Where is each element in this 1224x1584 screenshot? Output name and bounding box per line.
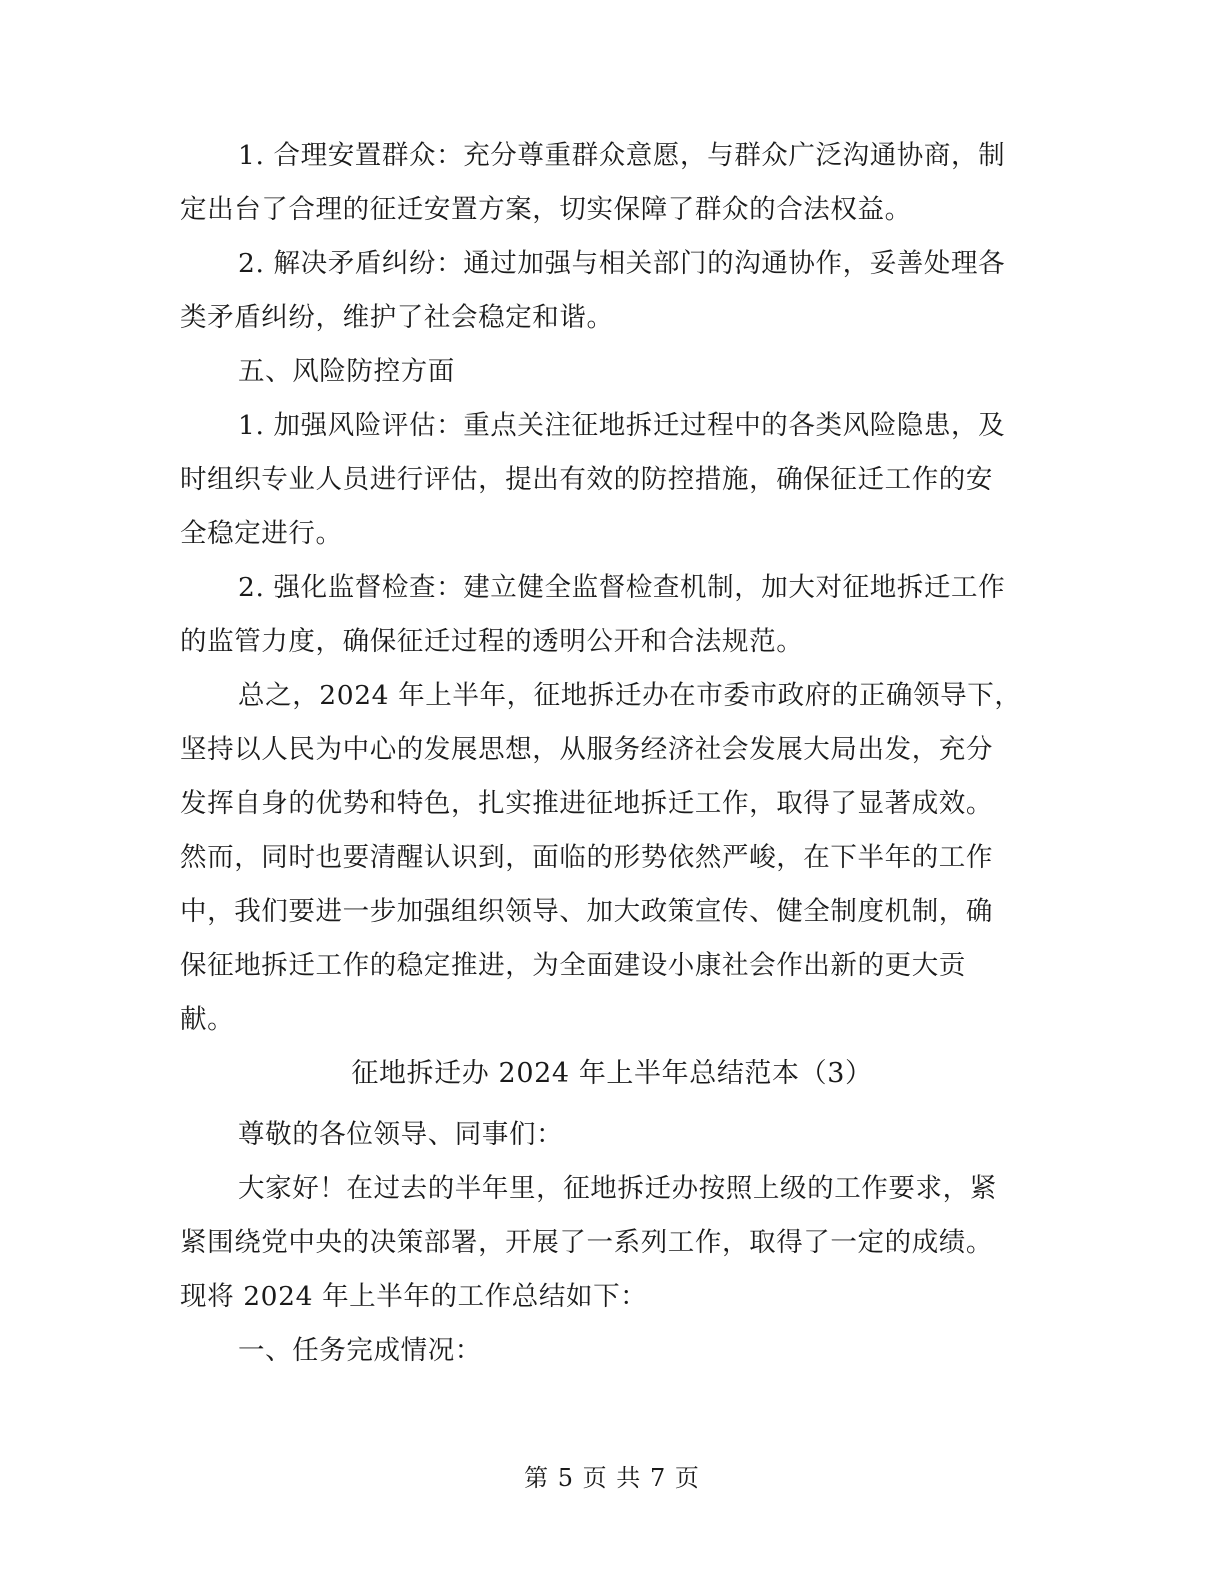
- paragraph-line: 发挥自身的优势和特色，扎实推进征地拆迁工作，取得了显著成效。: [180, 788, 993, 819]
- paragraph-line: 定出台了合理的征迁安置方案，切实保障了群众的合法权益。: [180, 194, 912, 225]
- paragraph-line: 1. 加强风险评估：重点关注征地拆迁过程中的各类风险隐患，及: [238, 410, 1006, 441]
- paragraph-line: 中，我们要进一步加强组织领导、加大政策宣传、健全制度机制，确: [180, 896, 993, 927]
- section-heading: 一、任务完成情况：: [238, 1335, 482, 1366]
- paragraph-line: 全稳定进行。: [180, 518, 343, 549]
- paragraph-line: 2. 解决矛盾纠纷：通过加强与相关部门的沟通协作，妥善处理各: [238, 248, 1006, 279]
- paragraph-line: 1. 合理安置群众：充分尊重群众意愿，与群众广泛沟通协商，制: [238, 140, 1006, 171]
- paragraph-line: 坚持以人民为中心的发展思想，从服务经济社会发展大局出发，充分: [180, 734, 993, 765]
- paragraph-line: 献。: [180, 1004, 235, 1035]
- paragraph-line: 紧围绕党中央的决策部署，开展了一系列工作，取得了一定的成绩。: [180, 1227, 993, 1258]
- page-number-footer: 第 5 页 共 7 页: [524, 1464, 700, 1492]
- paragraph-line: 现将 2024 年上半年的工作总结如下：: [180, 1281, 648, 1312]
- paragraph-line: 时组织专业人员进行评估，提出有效的防控措施，确保征迁工作的安: [180, 464, 993, 495]
- salutation: 尊敬的各位领导、同事们：: [238, 1119, 564, 1150]
- paragraph-line: 类矛盾纠纷，维护了社会稳定和谐。: [180, 302, 614, 333]
- paragraph-line: 2. 强化监督检查：建立健全监督检查机制，加大对征地拆迁工作: [238, 572, 1006, 603]
- paragraph-line: 总之，2024 年上半年，征地拆迁办在市委市政府的正确领导下，: [238, 680, 1022, 711]
- paragraph-line: 然而，同时也要清醒认识到，面临的形势依然严峻，在下半年的工作: [180, 842, 993, 873]
- paragraph-line: 的监管力度，确保征迁过程的透明公开和合法规范。: [180, 626, 804, 657]
- section-title: 征地拆迁办 2024 年上半年总结范本（3）: [351, 1058, 873, 1089]
- paragraph-line: 大家好！在过去的半年里，征地拆迁办按照上级的工作要求，紧: [238, 1173, 997, 1204]
- paragraph-line: 保征地拆迁工作的稳定推进，为全面建设小康社会作出新的更大贡: [180, 950, 966, 981]
- section-heading: 五、风险防控方面: [238, 356, 455, 387]
